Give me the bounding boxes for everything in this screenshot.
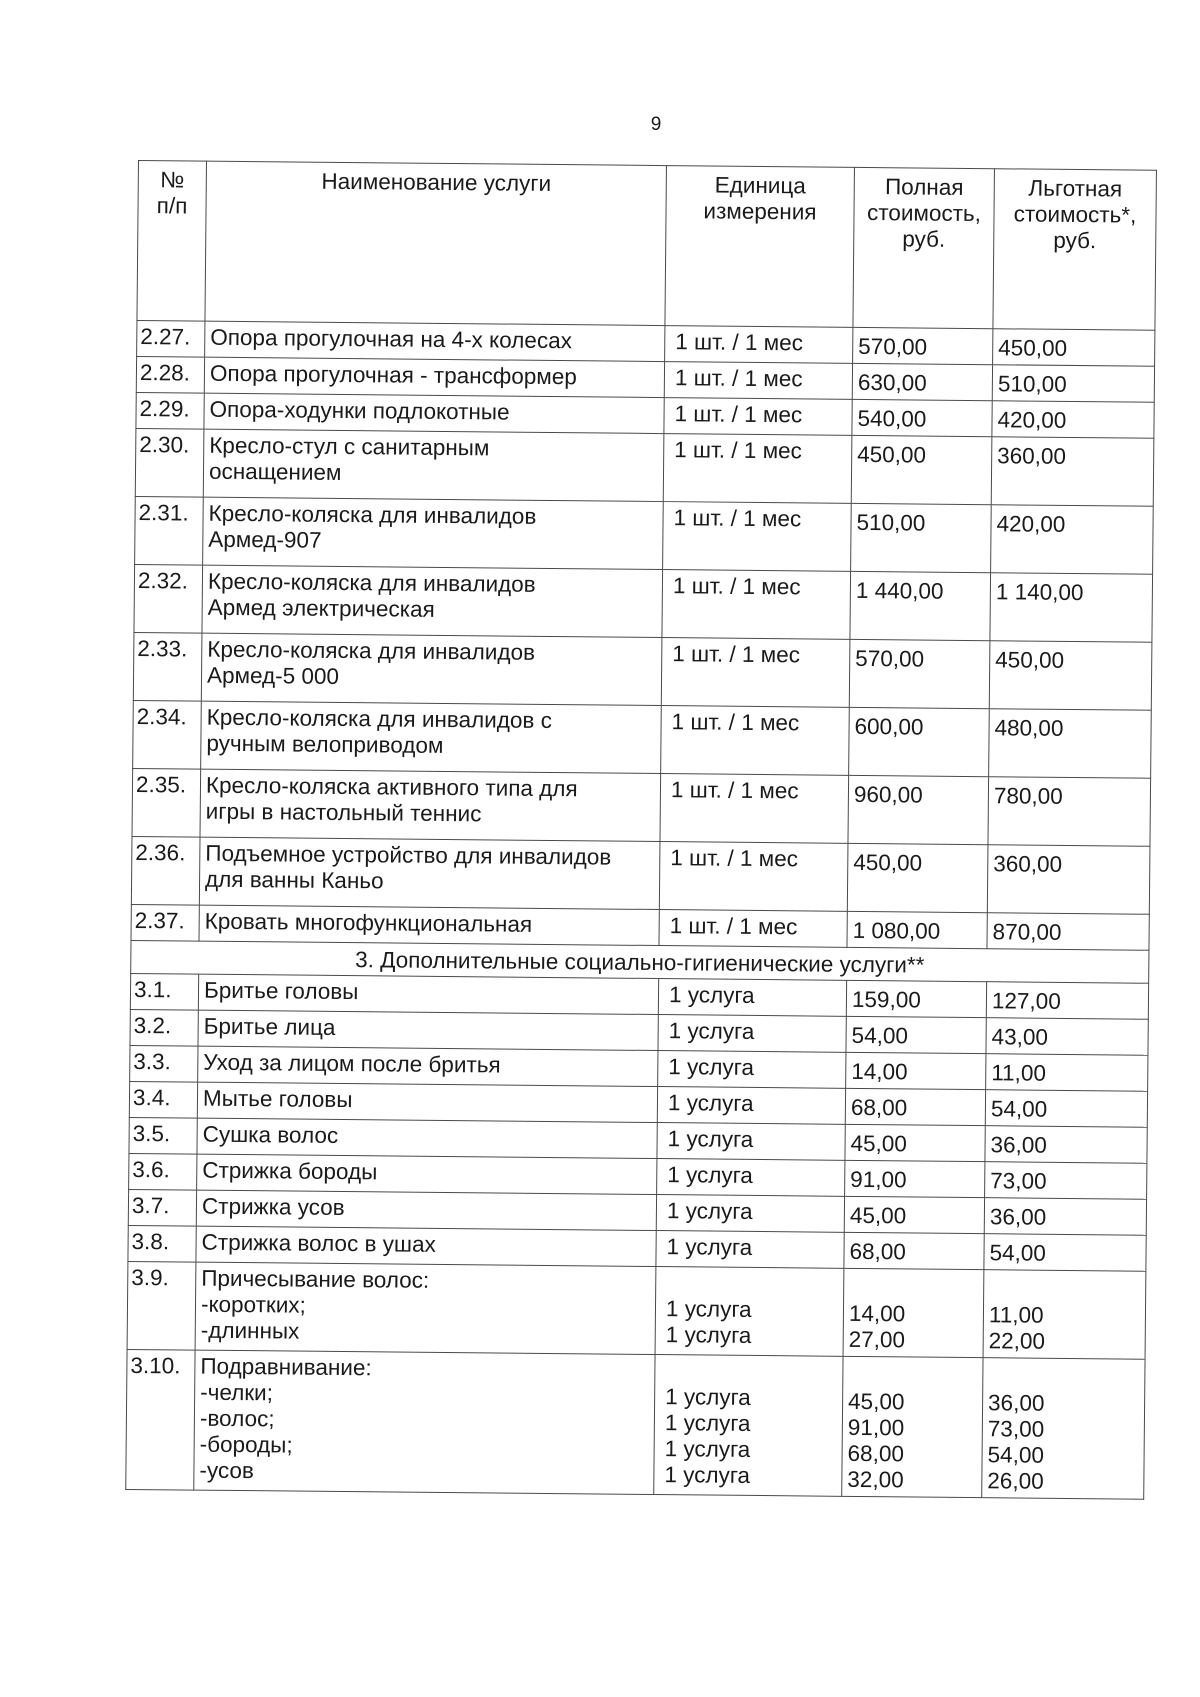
row-number: 2.37. (131, 904, 199, 941)
table-row (126, 1349, 1145, 1499)
row-discount-price: 360,00 (987, 845, 1150, 915)
row-service-name: Мытье головы (197, 1082, 657, 1122)
row-discount-price: 54,00 (984, 1234, 1146, 1272)
row-service-name: Кровать многофункциональная (199, 905, 659, 945)
row-number: 2.28. (136, 356, 204, 393)
row-full-price: 600,00 (849, 707, 990, 776)
row-service-name: Кресло-коляска для инвалидов Армед электрическая (202, 565, 663, 637)
row-discount-price: 127,00 (986, 982, 1148, 1020)
row-full-price: 630,00 (852, 363, 992, 400)
row-number: 2.31. (135, 496, 204, 565)
row-full-price: 540,00 (852, 399, 992, 436)
row-discount-price: 73,00 (985, 1162, 1147, 1200)
row-unit: 1 шт. / 1 мес (664, 362, 852, 400)
row-service-name: Бритье головы (198, 974, 658, 1014)
row-discount-price: 450,00 (993, 329, 1155, 367)
row-discount-price: 43,00 (986, 1018, 1148, 1056)
row-unit: 1 услуга 1 услуга 1 услуга 1 услуга (654, 1355, 843, 1497)
row-discount-price: 36,00 (985, 1126, 1147, 1164)
row-unit: 1 шт. / 1 мес (663, 502, 852, 572)
row-unit: 1 шт. / 1 мес (661, 706, 850, 776)
row-unit: 1 услуга 1 услуга (655, 1267, 844, 1357)
row-unit: 1 шт. / 1 мес (665, 326, 853, 364)
row-discount-price: 11,00 (986, 1054, 1148, 1092)
row-full-price: 1 080,00 (847, 911, 987, 948)
row-number: 3.5. (129, 1117, 197, 1154)
section-title: 3. Дополнительные социально-гигиенические услуги** (131, 940, 1149, 983)
row-service-name: Стрижка усов (196, 1190, 656, 1230)
row-unit: 1 услуга (658, 1051, 846, 1089)
row-unit: 1 шт. / 1 мес (664, 398, 852, 436)
row-service-name: Причесывание волос: -коротких; -длинных (195, 1262, 656, 1354)
row-service-name: Кресло-коляска для инвалидов Армед-907 (203, 497, 664, 569)
row-service-name: Подравнивание: -челки; -волос; -бороды; -усов (194, 1350, 655, 1494)
row-number: 3.6. (129, 1153, 197, 1190)
table-row (127, 1261, 1146, 1359)
header-discount-price: Льготная стоимость*, руб. (993, 169, 1157, 331)
row-full-price: 45,00 (845, 1124, 985, 1161)
row-service-name: Кресло-коляска активного типа для игры в настольный теннис (200, 769, 661, 841)
row-unit: 1 услуга (657, 1087, 845, 1125)
row-discount-price: 36,00 73,00 54,00 26,00 (982, 1358, 1145, 1500)
row-full-price: 91,00 (845, 1160, 985, 1197)
row-discount-price: 36,00 (984, 1198, 1146, 1236)
row-discount-price: 450,00 (989, 641, 1152, 711)
table-row (135, 496, 1154, 574)
row-discount-price: 1 140,00 (990, 573, 1153, 643)
row-full-price: 54,00 (846, 1016, 986, 1053)
table-row (133, 700, 1152, 778)
row-unit: 1 шт. / 1 мес (660, 774, 849, 844)
page-number: 9 (650, 114, 662, 135)
row-full-price: 14,00 (846, 1052, 986, 1089)
row-number: 2.34. (133, 700, 202, 769)
row-number: 3.8. (128, 1225, 196, 1262)
row-unit: 1 услуга (657, 1123, 845, 1161)
row-number: 3.2. (130, 1009, 198, 1046)
row-discount-price: 360,00 (991, 437, 1154, 507)
row-service-name: Стрижка бороды (197, 1154, 657, 1194)
header-service-name: Наименование услуги (205, 161, 667, 325)
row-full-price: 450,00 (851, 435, 992, 504)
row-discount-price: 780,00 (988, 777, 1151, 847)
row-discount-price: 420,00 (992, 401, 1154, 439)
row-number: 3.1. (130, 973, 198, 1010)
row-service-name: Уход за лицом после бритья (198, 1046, 658, 1086)
row-service-name: Кресло-коляска для инвалидов Армед-5 000 (201, 633, 662, 705)
table-row (131, 836, 1150, 914)
row-discount-price: 870,00 (987, 913, 1149, 951)
row-unit: 1 шт. / 1 мес (662, 570, 851, 640)
row-number: 2.33. (133, 632, 202, 701)
row-unit: 1 услуга (656, 1195, 844, 1233)
row-unit: 1 услуга (658, 979, 846, 1017)
row-number: 3.10. (126, 1349, 195, 1490)
row-discount-price: 11,00 22,00 (983, 1270, 1146, 1360)
row-number: 2.27. (137, 320, 205, 357)
row-service-name: Опора прогулочная - трансформер (204, 357, 664, 397)
row-number: 2.36. (131, 836, 200, 905)
row-unit: 1 шт. / 1 мес (661, 638, 850, 708)
row-full-price: 510,00 (851, 503, 992, 572)
row-full-price: 159,00 (846, 980, 986, 1017)
row-number: 3.4. (129, 1081, 197, 1118)
row-full-price: 45,00 91,00 68,00 32,00 (842, 1356, 983, 1497)
row-unit: 1 услуга (656, 1231, 844, 1269)
row-full-price: 570,00 (849, 639, 990, 708)
row-discount-price: 420,00 (991, 505, 1154, 575)
row-service-name: Стрижка волос в ушах (196, 1226, 656, 1266)
header-number: № п/п (137, 161, 207, 322)
row-number: 2.32. (134, 564, 203, 633)
row-number: 2.35. (132, 768, 201, 837)
row-discount-price: 480,00 (989, 709, 1152, 779)
header-unit: Единица измерения (665, 166, 855, 328)
row-service-name: Подъемное устройство для инвалидов для ванны Каньо (199, 837, 660, 909)
row-number: 2.30. (135, 428, 204, 497)
table-row (134, 564, 1153, 642)
row-service-name: Опора-ходунки подлокотные (204, 393, 664, 433)
row-unit: 1 услуга (657, 1159, 845, 1197)
row-discount-price: 510,00 (992, 365, 1154, 403)
table-row (132, 768, 1151, 846)
row-full-price: 570,00 (853, 327, 993, 364)
row-full-price: 68,00 (844, 1232, 984, 1269)
row-full-price: 1 440,00 (850, 571, 991, 640)
row-number: 3.9. (127, 1261, 196, 1350)
table-row (135, 428, 1154, 506)
row-full-price: 450,00 (847, 843, 988, 912)
table-header-row (137, 161, 1156, 331)
row-number: 2.29. (136, 392, 204, 429)
table-row (133, 632, 1152, 710)
row-full-price: 68,00 (845, 1088, 985, 1125)
header-full-price: Полная стоимость, руб. (853, 167, 995, 328)
row-service-name: Опора прогулочная на 4-х колесах (205, 321, 665, 361)
row-service-name: Кресло-стул с санитарным оснащением (203, 429, 664, 501)
row-service-name: Кресло-коляска для инвалидов с ручным велоприводом (201, 701, 662, 773)
row-number: 3.3. (130, 1045, 198, 1082)
price-table (125, 160, 1157, 1500)
row-number: 3.7. (128, 1189, 196, 1226)
row-unit: 1 шт. / 1 мес (659, 842, 848, 912)
row-full-price: 45,00 (844, 1196, 984, 1233)
row-service-name: Сушка волос (197, 1118, 657, 1158)
row-discount-price: 54,00 (985, 1090, 1147, 1128)
row-full-price: 14,00 27,00 (843, 1268, 984, 1357)
row-full-price: 960,00 (848, 775, 989, 844)
row-unit: 1 шт. / 1 мес (659, 910, 847, 948)
row-unit: 1 шт. / 1 мес (663, 434, 852, 504)
row-unit: 1 услуга (658, 1015, 846, 1053)
row-service-name: Бритье лица (198, 1010, 658, 1050)
